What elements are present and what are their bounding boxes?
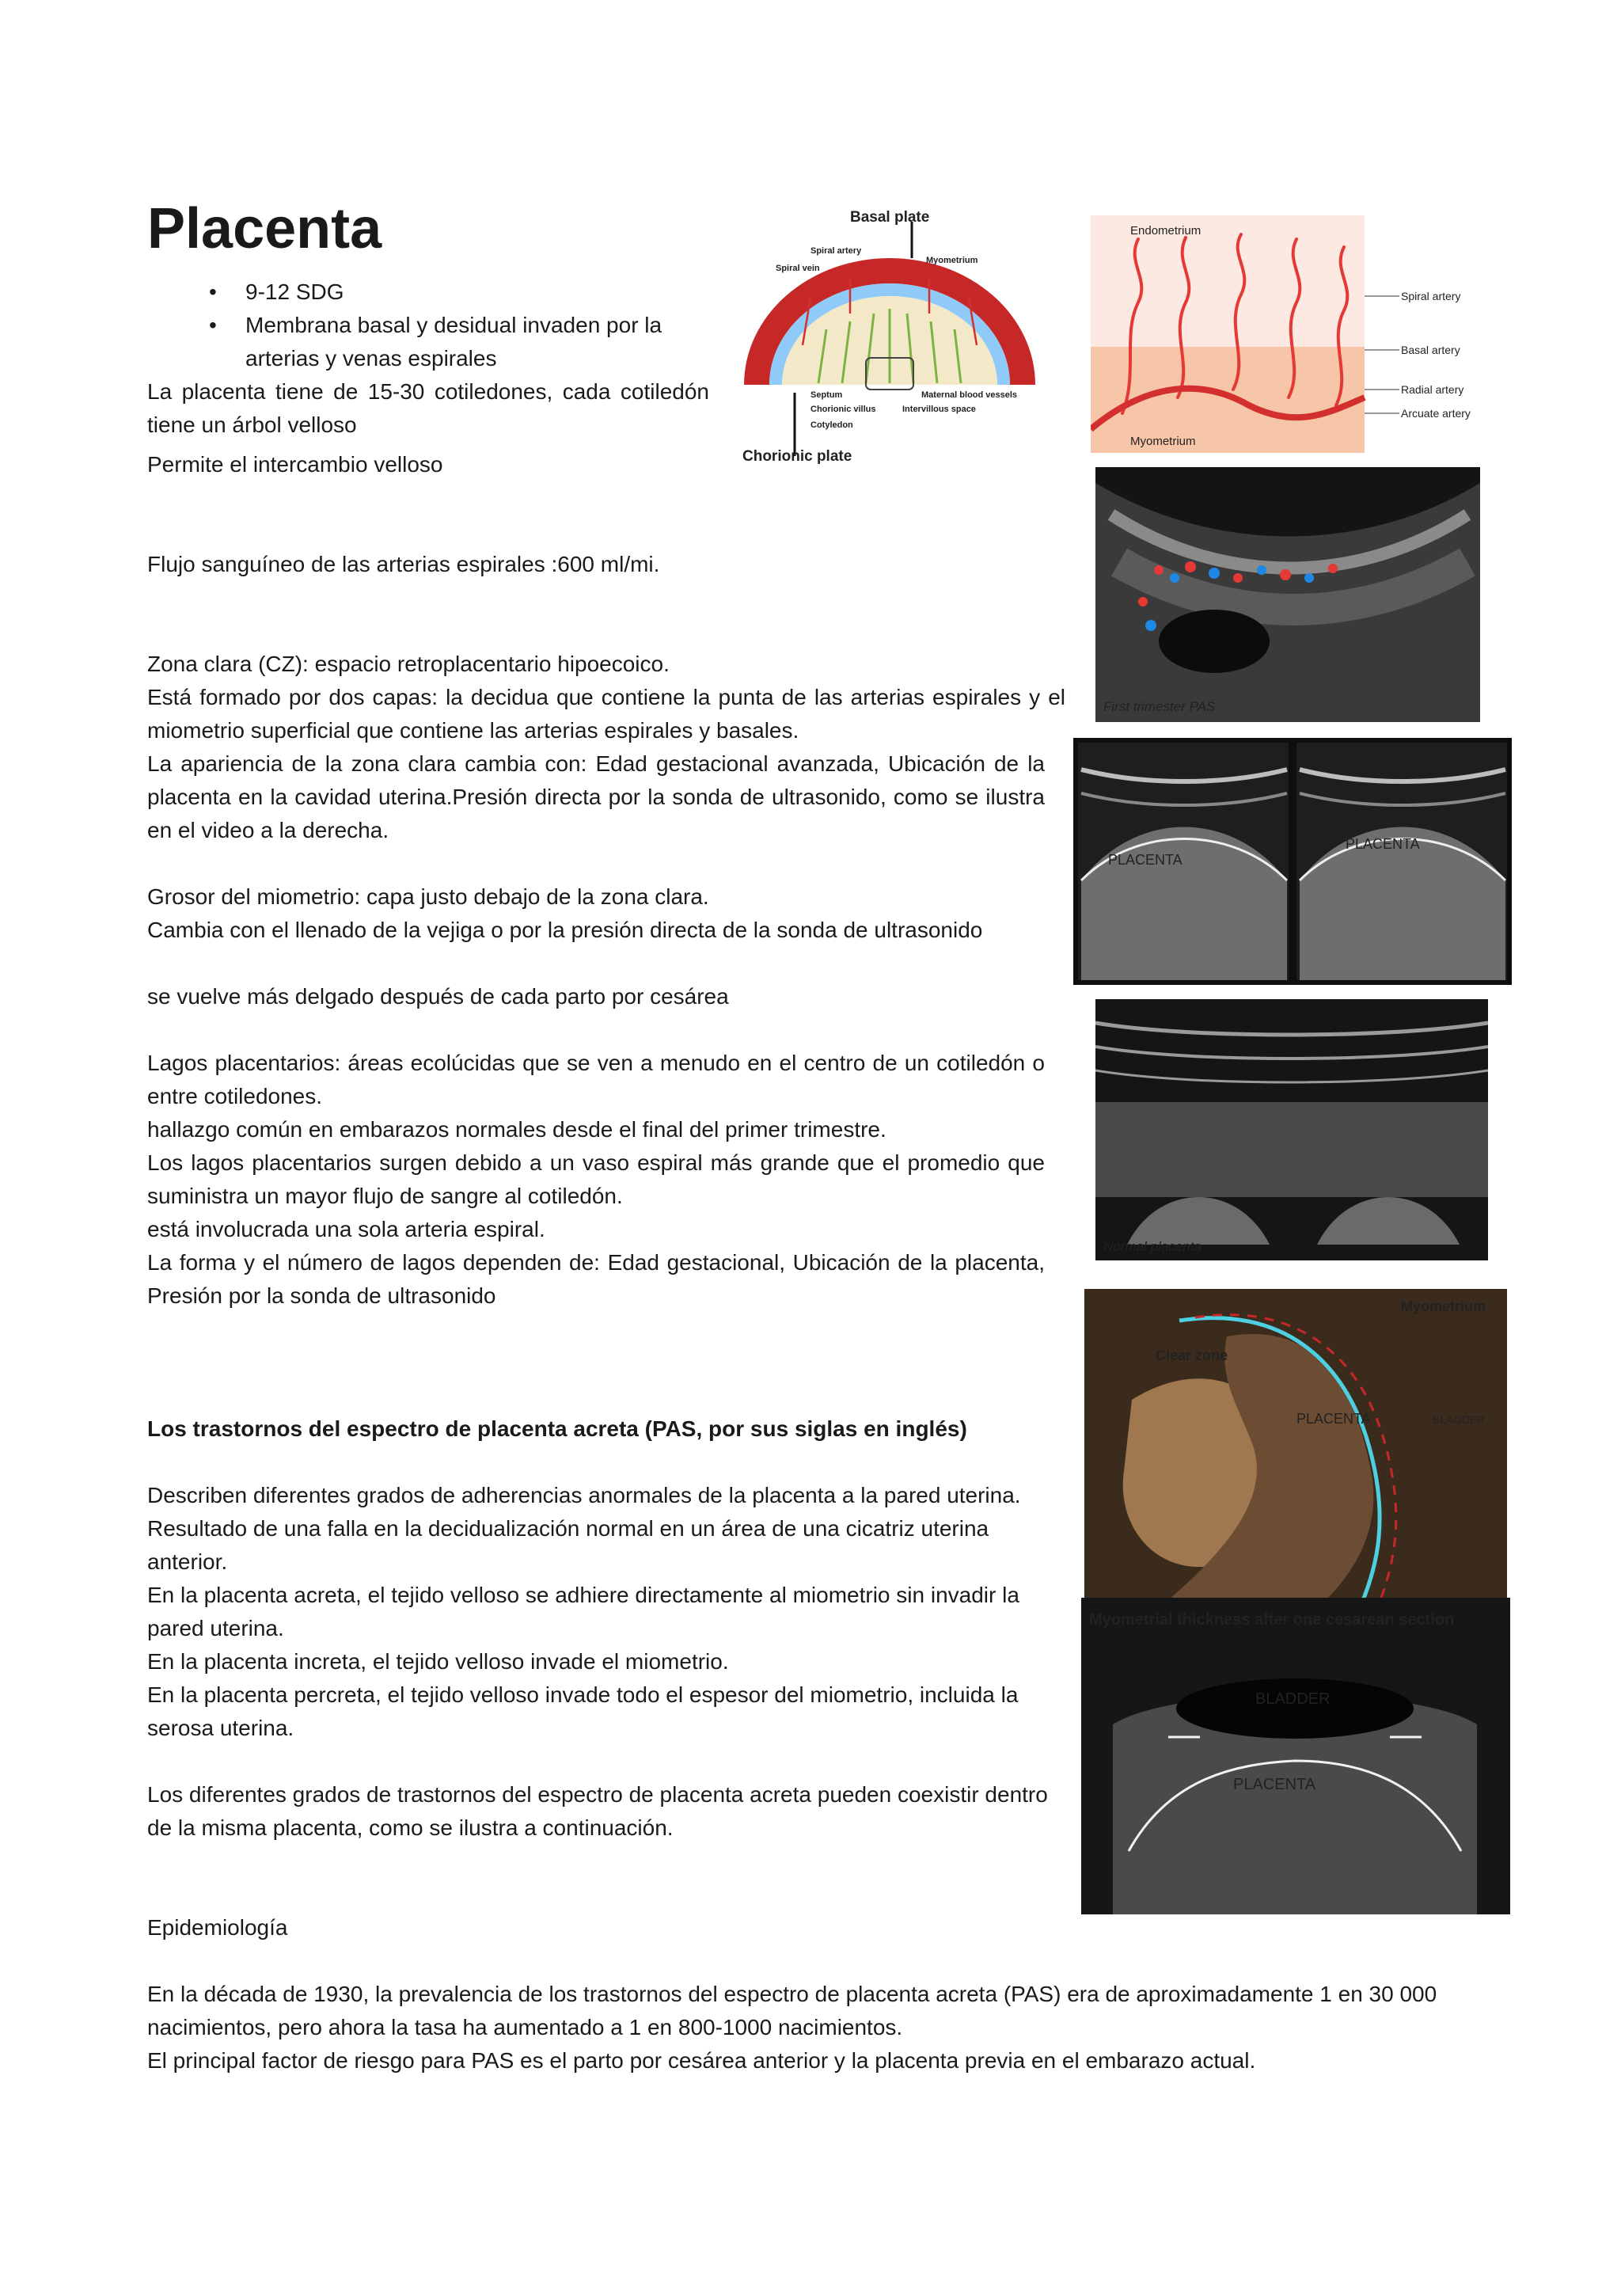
uterine-arteries-figure bbox=[1091, 215, 1486, 453]
blood-flow-text: Flujo sanguíneo de las arterias espirales :600 ml/mi. bbox=[147, 552, 660, 576]
ultrasound-pair-figure bbox=[1073, 738, 1512, 985]
myometrium-cesarean: se vuelve más delgado después de cada parto por cesárea bbox=[147, 984, 729, 1009]
diagram-label-spiral-vein: Spiral vein bbox=[776, 264, 820, 273]
clear-placenta-label: PLACENTA bbox=[1296, 1411, 1371, 1427]
lakes-definition: Lagos placentarios: áreas ecolúcidas que se ven a menudo en el centro de un cotiledón o entre cotiledones. bbox=[147, 1051, 1045, 1108]
pas-coexist: Los diferentes grados de trastornos del espectro de placenta acreta pueden coexistir dentro de la misma placenta, como se ilustra a continuación. bbox=[147, 1782, 1048, 1840]
placenta-diagram-figure bbox=[731, 203, 1048, 472]
exchange-text: Permite el intercambio velloso bbox=[147, 452, 443, 477]
clear-zone-label: Clear zone bbox=[1156, 1348, 1228, 1363]
arteries-label-radial: Radial artery bbox=[1401, 383, 1464, 396]
pas-heading: Los trastornos del espectro de placenta acreta (PAS, por sus siglas en inglés) bbox=[147, 1416, 967, 1441]
diagram-label-spiral-artery: Spiral artery bbox=[810, 246, 862, 256]
clear-myometrium-label: Myometrium bbox=[1401, 1298, 1486, 1314]
diagram-label-myometrium: Myometrium bbox=[926, 256, 978, 265]
doppler-ultrasound-figure bbox=[1095, 467, 1480, 722]
clear-zone-appearance: La apariencia de la zona clara cambia con: Edad gestacional avanzada, Ubicación de la placenta en la cavidad uterina.Presión directa por la sonda de ultrasonido, como se ilustra en el video a la derecha. bbox=[147, 751, 1045, 842]
bullet-item: • Membrana basal y desidual invaden por la arterias y venas espirales bbox=[147, 309, 717, 375]
diagram-label-chorionic-plate: Chorionic plate bbox=[742, 448, 852, 465]
arteries-label-myometrium: Myometrium bbox=[1130, 435, 1196, 448]
arteries-label-arcuate: Arcuate artery bbox=[1401, 407, 1471, 420]
thickness-placenta-label: PLACENTA bbox=[1233, 1776, 1316, 1793]
pas-percreta: En la placenta percreta, el tejido velloso invade todo el espesor del miometrio, incluida la serosa uterina. bbox=[147, 1682, 1019, 1740]
lakes-finding: hallazgo común en embarazos normales desde el final del primer trimestre. bbox=[147, 1117, 886, 1142]
bullet-list bbox=[147, 276, 717, 375]
arteries-label-endometrium: Endometrium bbox=[1130, 224, 1202, 238]
epidemiology-heading: Epidemiología bbox=[147, 1915, 288, 1940]
diagram-label-cotyledon: Cotyledon bbox=[810, 420, 853, 430]
myometrium-changes: Cambia con el llenado de la vejiga o por la presión directa de la sonda de ultrasonido bbox=[147, 918, 983, 942]
thickness-bladder-label: BLADDER bbox=[1255, 1690, 1331, 1708]
arteries-label-basal: Basal artery bbox=[1401, 344, 1460, 356]
clear-zone-definition: Zona clara (CZ): espacio retroplacentario hipoecoico. bbox=[147, 652, 670, 676]
normal-placenta-caption: Normal placenta bbox=[1103, 1239, 1202, 1254]
pas-description: Describen diferentes grados de adherencias anormales de la placenta a la pared uterina. Resultado de una falla en la decidualización normal en un área de una cicatriz uterina anterior. bbox=[147, 1483, 1021, 1574]
page-title: Placenta bbox=[147, 197, 382, 260]
myometrial-thickness-figure bbox=[1081, 1598, 1510, 1914]
clear-bladder-label: BLADDER bbox=[1433, 1413, 1486, 1426]
pas-acreta: En la placenta acreta, el tejido velloso se adhiere directamente al miometrio sin invadir la pared uterina. bbox=[147, 1583, 1019, 1640]
epidemiology-risk: El principal factor de riesgo para PAS es el parto por cesárea anterior y la placenta previa en el embarazo actual. bbox=[147, 2048, 1256, 2073]
lakes-artery: está involucrada una sola arteria espiral. bbox=[147, 1217, 545, 1241]
normal-placenta-figure bbox=[1095, 999, 1488, 1260]
diagram-label-maternal-blood: Maternal blood vessels bbox=[921, 390, 1018, 400]
bullet-item: • 9-12 SDG bbox=[147, 276, 717, 309]
thickness-caption: Myometrial thickness after one cesarean section bbox=[1089, 1611, 1455, 1629]
doppler-caption: First trimester PAS bbox=[1103, 699, 1216, 714]
diagram-label-basal-plate: Basal plate bbox=[850, 209, 930, 226]
lakes-origin: Los lagos placentarios surgen debido a un vaso espiral más grande que el promedio que suministra un mayor flujo de sangre al cotiledón. bbox=[147, 1150, 1045, 1208]
clear-zone-layers: Está formado por dos capas: la decidua que contiene la punta de las arterias espirales y el miometrio superficial que contiene las arterias espirales y basales. bbox=[147, 685, 1065, 743]
cotyledons-text: La placenta tiene de 15-30 cotiledones, cada cotiledón tiene un árbol velloso bbox=[147, 379, 709, 437]
clear-zone-figure bbox=[1084, 1289, 1507, 1604]
epidemiology-prevalence: En la década de 1930, la prevalencia de los trastornos del espectro de placenta acreta (PAS) era de aproximadamente 1 en 30 000 nacimientos, pero ahora la tasa ha aumentado a 1 en 800-1000 nacimientos. bbox=[147, 1982, 1437, 2039]
diagram-label-intervillous: Intervillous space bbox=[902, 405, 976, 414]
diagram-label-septum: Septum bbox=[810, 390, 843, 400]
pas-increta: En la placenta increta, el tejido velloso invade el miometrio. bbox=[147, 1649, 729, 1674]
us-pair-right-label: PLACENTA bbox=[1346, 836, 1420, 852]
diagram-label-chorionic-villus: Chorionic villus bbox=[810, 405, 876, 414]
arteries-label-spiral: Spiral artery bbox=[1401, 290, 1461, 302]
myometrium-definition: Grosor del miometrio: capa justo debajo de la zona clara. bbox=[147, 884, 709, 909]
lakes-factors: La forma y el número de lagos dependen de: Edad gestacional, Ubicación de la placenta, Presión por la sonda de ultrasonido bbox=[147, 1250, 1045, 1308]
us-pair-left-label: PLACENTA bbox=[1108, 852, 1183, 868]
